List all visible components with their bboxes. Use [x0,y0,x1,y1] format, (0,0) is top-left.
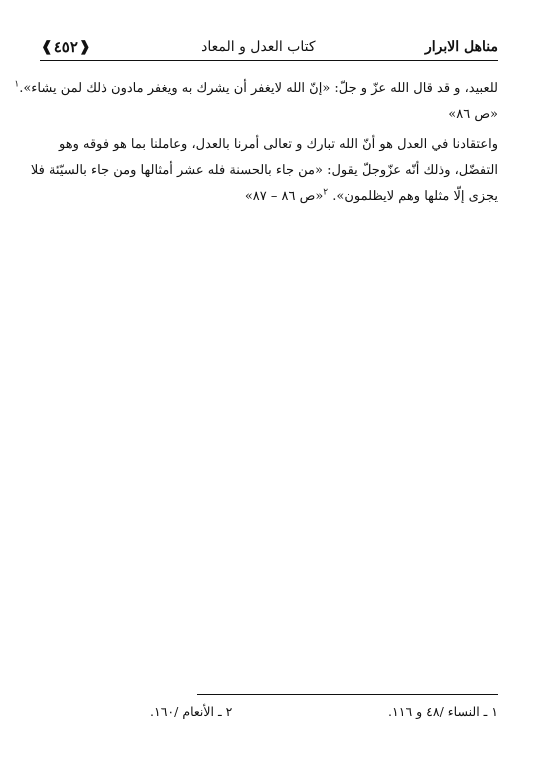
ornament-left-icon: ❰ [41,39,53,55]
ornament-right-icon: ❱ [78,39,91,55]
header-divider [40,60,498,61]
book-title: مناهل الابرار [425,39,498,55]
paragraph-2-line-2: التفضّل، وذلك أنّه عزّوجلّ يقول: «من جاء بالحسنة فله عشر أمثالها ومن جاء بالسيّئة فلا [30,163,498,178]
paragraph-1 [14,76,498,128]
chapter-title: كتاب العدل و المعاد [201,39,316,55]
running-header [40,36,498,58]
footnotes [150,704,498,724]
paragraph-1-line-1 [14,76,498,102]
paragraph-2 [30,132,498,210]
page-number-group [40,38,92,56]
page-reference: «ص ٨٦ – ٨٧» [244,189,324,204]
page-number: ٤٥٢ [53,38,78,56]
footnote-ref-2: ٢ [323,187,329,198]
footnote-divider [197,694,498,695]
paragraph-2-line-3 [40,184,498,210]
paragraph-1-line-2: «ص ٨٦» [448,107,498,122]
footnote-1: ١ ـ النساء /٤٨ و ١١٦. [388,704,498,719]
body-text [14,76,498,210]
footnote-2: ٢ ـ الأنعام /١٦٠. [150,704,233,719]
paragraph-1-line-1-text: للعبيد، و قد قال الله عزّ و جلّ: «إنّ الله لايغفر أن يشرك به ويغفر مادون ذلك لمن يشاء». [19,81,498,96]
paragraph-2-line-3-text: يجزى إلّا مثلها وهم لايظلمون». [332,189,498,204]
paragraph-2-line-1: واعتقادنا في العدل هو أنّ الله تبارك و تعالى أمرنا بالعدل، وعاملنا بما هو فوقه وهو [59,137,498,152]
footnote-ref-1: ١ [14,79,20,90]
